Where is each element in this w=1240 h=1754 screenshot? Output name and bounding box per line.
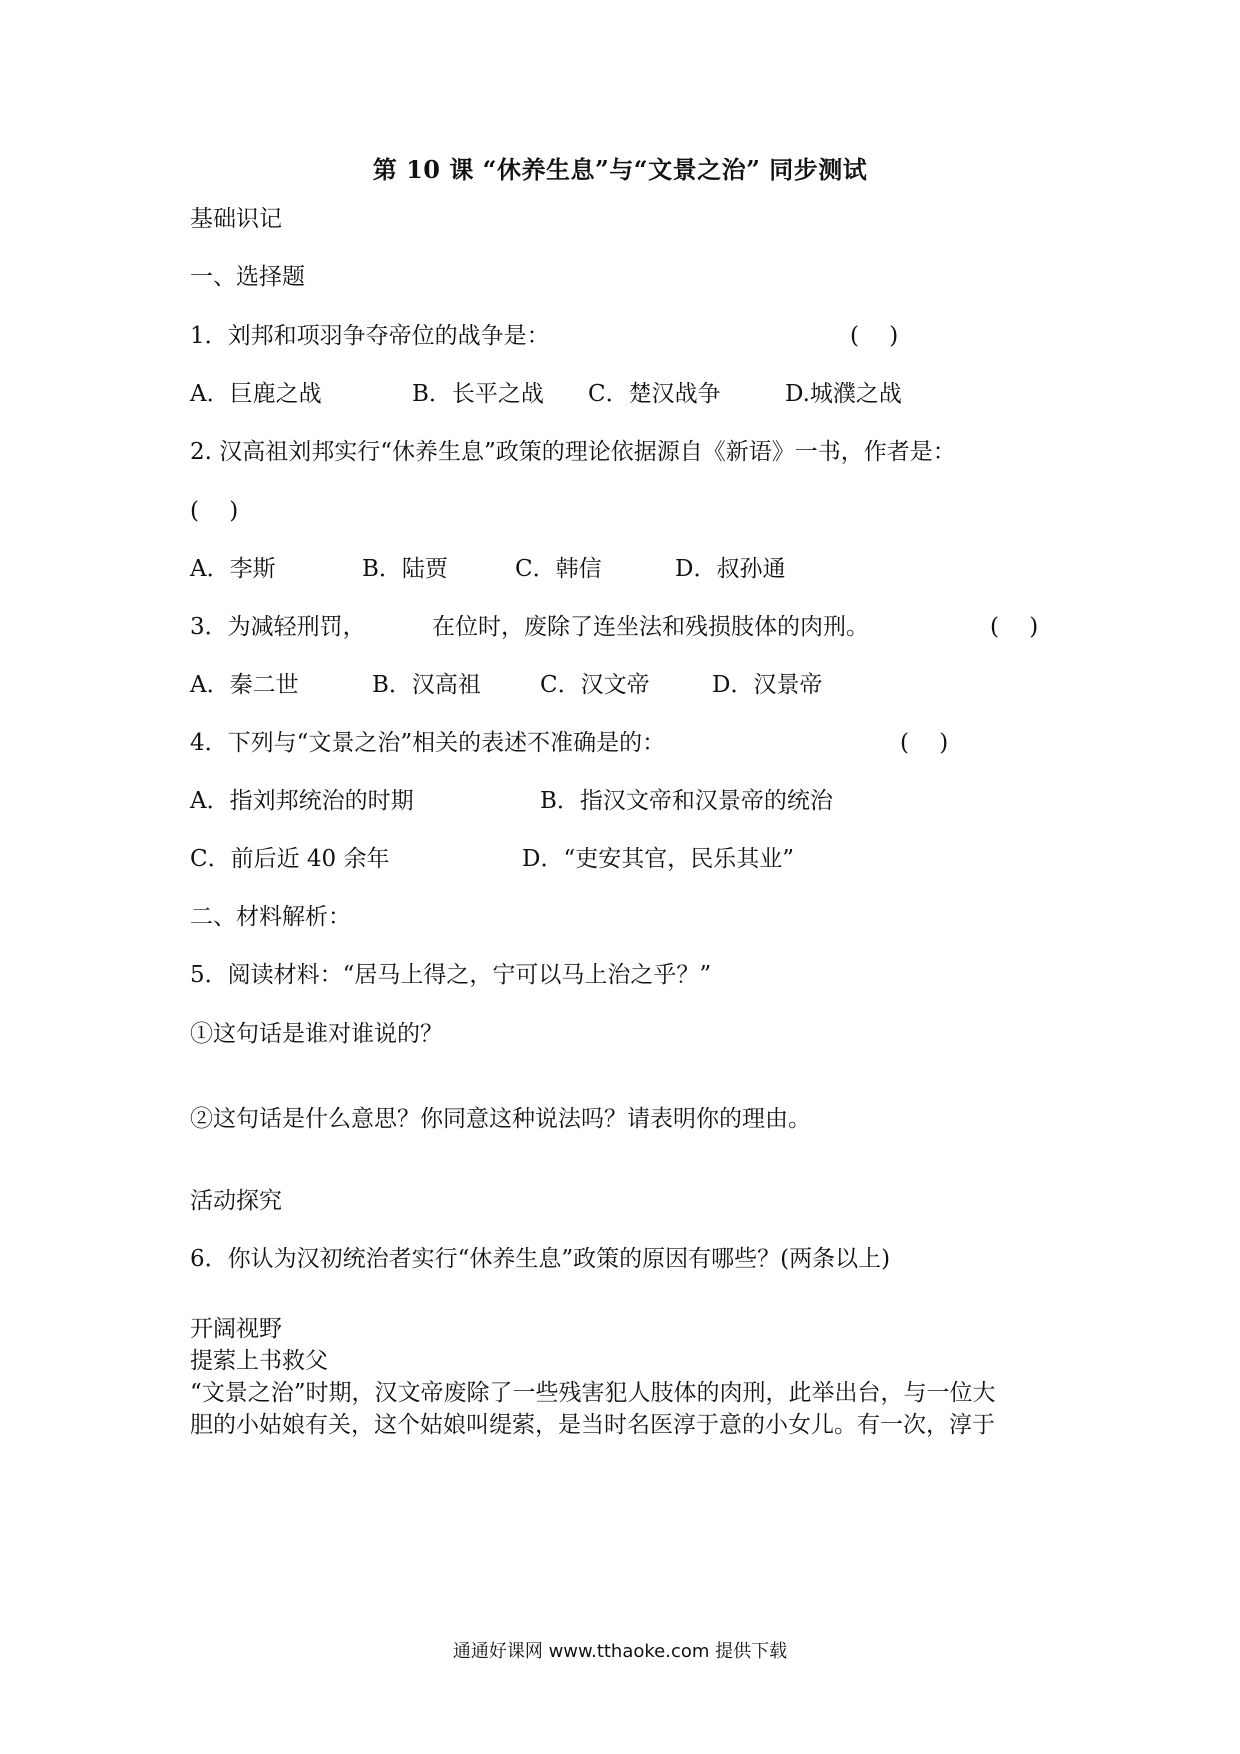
- question-2-option-c: C．韩信: [515, 556, 602, 582]
- question-5-stem: 5．阅读材料：“居马上得之，宁可以马上治之乎？”: [190, 962, 712, 988]
- question-3-option-a: A．秦二世: [190, 672, 299, 698]
- question-1-option-a: A．巨鹿之战: [190, 381, 322, 407]
- story-paragraph-line-2: 胆的小姑娘有关，这个姑娘叫缇萦，是当时名医淳于意的小女儿。有一次，淳于: [190, 1412, 995, 1438]
- question-5-sub-1: ①这句话是谁对谁说的？: [190, 1021, 443, 1047]
- question-3-stem-start: 3．为减轻刑罚，: [190, 614, 366, 640]
- section-vision-heading: 开阔视野: [190, 1316, 282, 1342]
- question-1-option-b: B．长平之战: [412, 381, 544, 407]
- question-1-stem: 1．刘邦和项羽争夺帝位的战争是：: [190, 323, 550, 349]
- question-4-stem: 4．下列与“文景之治”相关的表述不准确是的：: [190, 730, 666, 756]
- question-2-option-d: D．叔孙通: [675, 556, 786, 582]
- question-1-option-c: C．楚汉战争: [588, 381, 721, 407]
- question-1-option-d: D.城濮之战: [785, 381, 902, 407]
- question-4-answer-blank: ( ): [900, 730, 949, 756]
- section-basic-heading: 基础识记: [190, 206, 282, 232]
- question-3-answer-blank: ( ): [990, 614, 1039, 640]
- section-material-heading: 二、材料解析：: [190, 904, 351, 930]
- question-4-option-b: B．指汉文帝和汉景帝的统治: [540, 788, 833, 814]
- question-2-option-a: A．李斯: [190, 556, 276, 582]
- question-3-option-b: B．汉高祖: [372, 672, 481, 698]
- question-4-option-d: D．“吏安其官，民乐其业”: [522, 846, 794, 872]
- story-paragraph-line-1: “文景之治”时期，汉文帝废除了一些残害犯人肢体的肉刑，此举出台，与一位大: [190, 1380, 996, 1406]
- question-5-sub-2: ②这句话是什么意思？你同意这种说法吗？请表明你的理由。: [190, 1106, 811, 1132]
- question-3-stem-end: 在位时，废除了连坐法和残损肢体的肉刑。: [432, 614, 869, 640]
- question-6-stem: 6．你认为汉初统治者实行“休养生息”政策的原因有哪些？(两条以上): [190, 1246, 891, 1272]
- question-4-option-a: A．指刘邦统治的时期: [190, 788, 414, 814]
- page-footer: 通通好课网 www.tthaoke.com 提供下载: [452, 1641, 788, 1662]
- question-3-option-c: C．汉文帝: [540, 672, 650, 698]
- page-title: 第 10 课 “休养生息”与“文景之治” 同步测试: [372, 155, 868, 184]
- question-4-option-c: C．前后近 40 余年: [190, 846, 390, 872]
- question-3-option-d: D．汉景帝: [712, 672, 823, 698]
- section-choice-heading: 一、选择题: [190, 264, 305, 290]
- question-2-option-b: B．陆贾: [362, 556, 448, 582]
- section-activity-heading: 活动探究: [190, 1188, 282, 1214]
- question-2-stem: 2. 汉高祖刘邦实行“休养生息”政策的理论依据源自《新语》一书，作者是：: [190, 439, 956, 465]
- story-title: 提萦上书救父: [190, 1348, 328, 1374]
- question-2-answer-blank: ( ): [190, 498, 239, 524]
- question-1-answer-blank: ( ): [850, 323, 899, 349]
